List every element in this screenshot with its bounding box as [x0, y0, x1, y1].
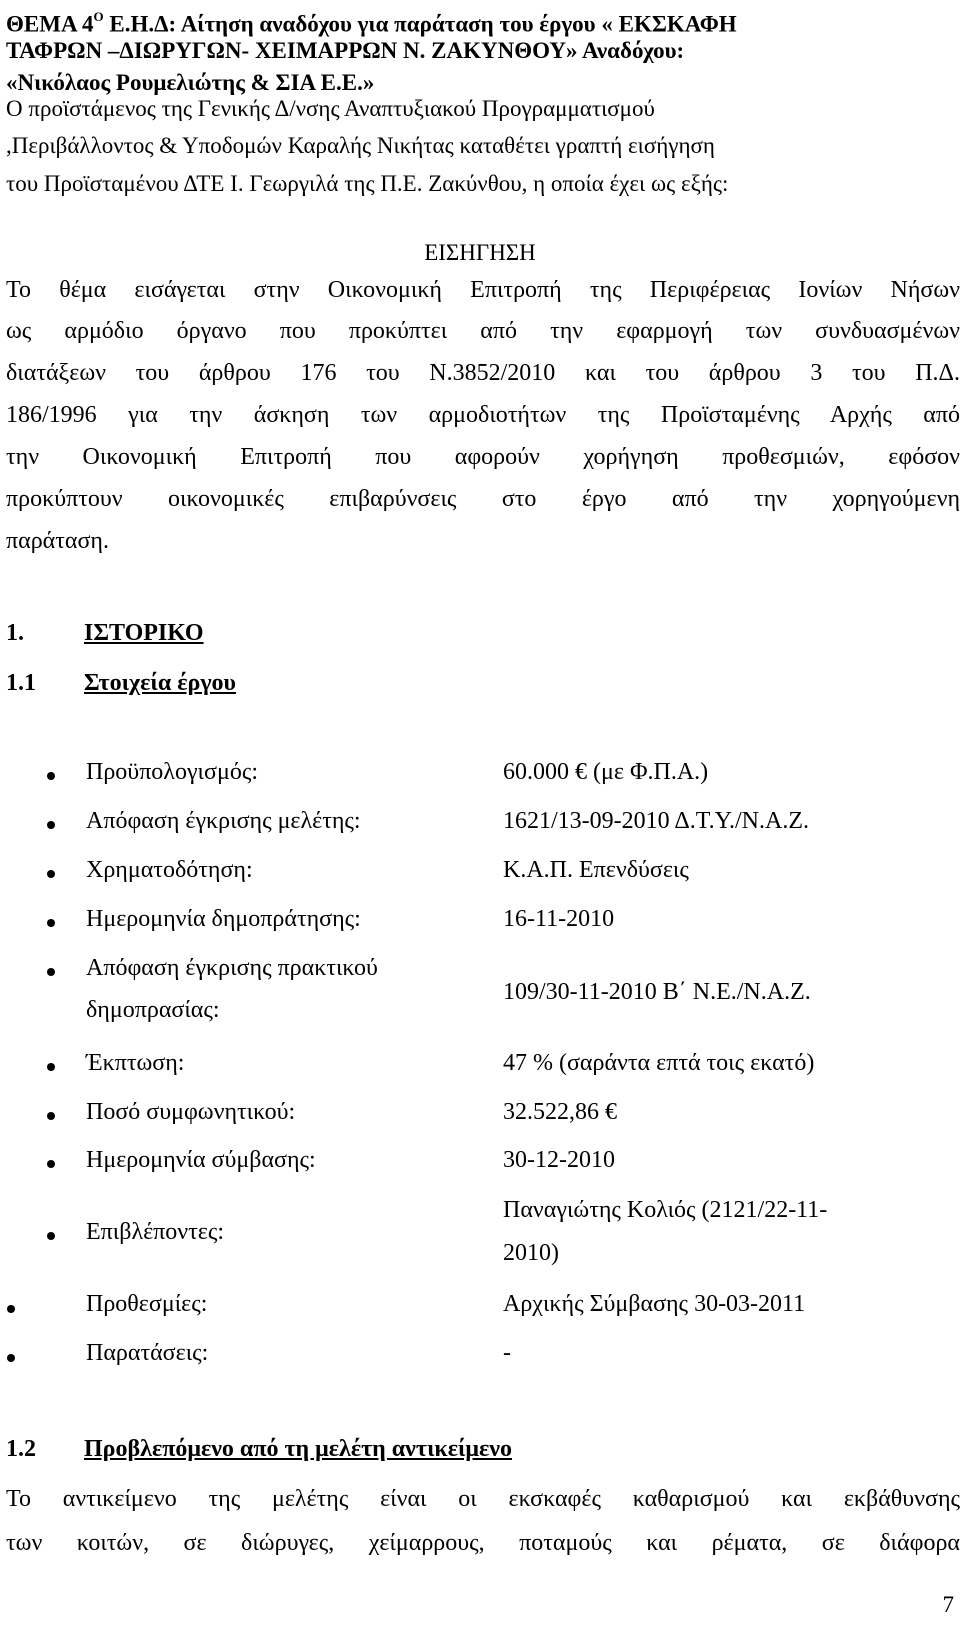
- item-label-auction-date: Ημερομηνία δημοπράτησης:: [86, 906, 361, 932]
- item-value-extensions: -: [503, 1340, 511, 1366]
- item-value-supervisors-1: Παναγιώτης Κολιός (2121/22-11-: [503, 1197, 828, 1223]
- item-label-contract-amount: Ποσό συμφωνητικού:: [86, 1099, 296, 1125]
- item-label-budget: Προϋπολογισμός:: [86, 759, 258, 785]
- section-1-2-line-2: των κοιτών, σε διώρυγες, χείμαρρους, ποταμούς και ρέματα, σε διάφορα: [6, 1530, 960, 1556]
- section-1-title: ΙΣΤΟΡΙΚΟ: [84, 620, 204, 646]
- intro-line-3: του Προϊσταμένου ΔΤΕ Ι. Γεωργιλά της Π.Ε. Ζακύνθου, η οποία έχει ως εξής:: [6, 171, 729, 196]
- body-line-1: Το θέμα εισάγεται στην Οικονομική Επιτροπή της Περιφέρειας Ιονίων Νήσων: [6, 277, 960, 303]
- title-line-1: [6, 4, 737, 40]
- item-value-contract-amount: 32.522,86 €: [503, 1099, 617, 1125]
- bullet-icon: [47, 919, 55, 927]
- section-1-number: 1.: [6, 620, 24, 646]
- item-value-funding: Κ.Α.Π. Επενδύσεις: [503, 857, 689, 883]
- section-1-2-line-1: Το αντικείμενο της μελέτης είναι οι εκσκαφές καθαρισμού και εκβάθυνσης: [6, 1486, 960, 1512]
- section-1-1-number: 1.1: [6, 670, 36, 696]
- intro-line-1: Ο προϊστάμενος της Γενικής Δ/νσης Αναπτυξιακού Προγραμματισμού: [6, 96, 655, 121]
- bullet-icon: [47, 968, 55, 976]
- section-1-1-heading: [6, 670, 236, 697]
- bullet-icon: [7, 1354, 15, 1362]
- section-1-2-number: 1.2: [6, 1436, 36, 1462]
- bullet-icon: [47, 1232, 55, 1240]
- item-value-discount: 47 % (σαράντα επτά τοις εκατό): [503, 1050, 815, 1076]
- body-line-4: 186/1996 για την άσκηση των αρμοδιοτήτων της Προϊσταμένης Αρχής από: [6, 402, 960, 428]
- intro-line-2: ,Περιβάλλοντος & Υποδομών Καραλής Νικήτας καταθέτει γραπτή εισήγηση: [6, 133, 715, 158]
- item-value-supervisors-2: 2010): [503, 1240, 559, 1266]
- section-1-2-heading: [6, 1436, 512, 1463]
- item-value-contract-date: 30-12-2010: [503, 1147, 615, 1173]
- item-label-study-approval: Απόφαση έγκρισης μελέτης:: [86, 808, 361, 834]
- bullet-icon: [7, 1305, 15, 1313]
- title-superscript: Ο: [93, 9, 104, 24]
- item-label-auction-approval-1: Απόφαση έγκρισης πρακτικού: [86, 955, 378, 981]
- item-label-extensions: Παρατάσεις:: [86, 1340, 209, 1366]
- bullet-icon: [47, 1160, 55, 1168]
- body-line-7: παράταση.: [6, 528, 109, 554]
- item-value-study-approval: 1621/13-09-2010 Δ.Τ.Υ./Ν.Α.Ζ.: [503, 808, 809, 834]
- body-line-6: προκύπτουν οικονομικές επιβαρύνσεις στο έργο από την χορηγούμενη: [6, 486, 960, 512]
- item-label-discount: Έκπτωση:: [86, 1050, 185, 1076]
- bullet-icon: [47, 870, 55, 878]
- body-line-5: την Οικονομική Επιτροπή που αφορούν χορήγηση προθεσμιών, εφόσον: [6, 444, 960, 470]
- eisigisi-heading: ΕΙΣΗΓΗΣΗ: [424, 240, 536, 265]
- item-label-contract-date: Ημερομηνία σύμβασης:: [86, 1147, 316, 1173]
- page-number: 7: [942, 1592, 954, 1617]
- bullet-icon: [47, 1063, 55, 1071]
- title-line-3: «Νικόλαος Ρουμελιώτης & ΣΙΑ Ε.Ε.»: [6, 70, 375, 95]
- item-value-budget: 60.000 € (με Φ.Π.Α.): [503, 759, 709, 785]
- bullet-icon: [47, 772, 55, 780]
- section-1-2-title: Προβλεπόμενο από τη μελέτη αντικείμενο: [84, 1436, 512, 1462]
- body-line-2: ως αρμόδιο όργανο που προκύπτει από την εφαρμογή των συνδυασμένων: [6, 318, 960, 344]
- title-line-1-rest: Ε.Η.Δ: Αίτηση αναδόχου για παράταση του έργου « ΕΚΣΚΑΦΗ: [103, 11, 737, 37]
- item-value-auction-approval: 109/30-11-2010 Β΄ Ν.Ε./Ν.Α.Ζ.: [503, 979, 811, 1005]
- item-label-auction-approval-2: δημοπρασίας:: [86, 997, 220, 1023]
- section-1-heading: [6, 620, 204, 647]
- item-label-supervisors: Επιβλέποντες:: [86, 1219, 225, 1245]
- item-value-auction-date: 16-11-2010: [503, 906, 615, 932]
- item-label-deadlines: Προθεσμίες:: [86, 1291, 208, 1317]
- item-value-deadlines: Αρχικής Σύμβασης 30-03-2011: [503, 1291, 806, 1317]
- item-label-funding: Χρηματοδότηση:: [86, 857, 253, 883]
- title-theme: ΘΕΜΑ 4: [6, 11, 94, 37]
- bullet-icon: [47, 1112, 55, 1120]
- section-1-1-title: Στοιχεία έργου: [84, 670, 237, 696]
- bullet-icon: [47, 821, 55, 829]
- title-line-2: ΤΑΦΡΩΝ –ΔΙΩΡΥΓΩΝ- ΧΕΙΜΑΡΡΩΝ Ν. ΖΑΚΥΝΘΟΥ» Αναδόχου:: [6, 38, 685, 63]
- body-line-3: διατάξεων του άρθρου 176 του Ν.3852/2010 και του άρθρου 3 του Π.Δ.: [6, 360, 960, 386]
